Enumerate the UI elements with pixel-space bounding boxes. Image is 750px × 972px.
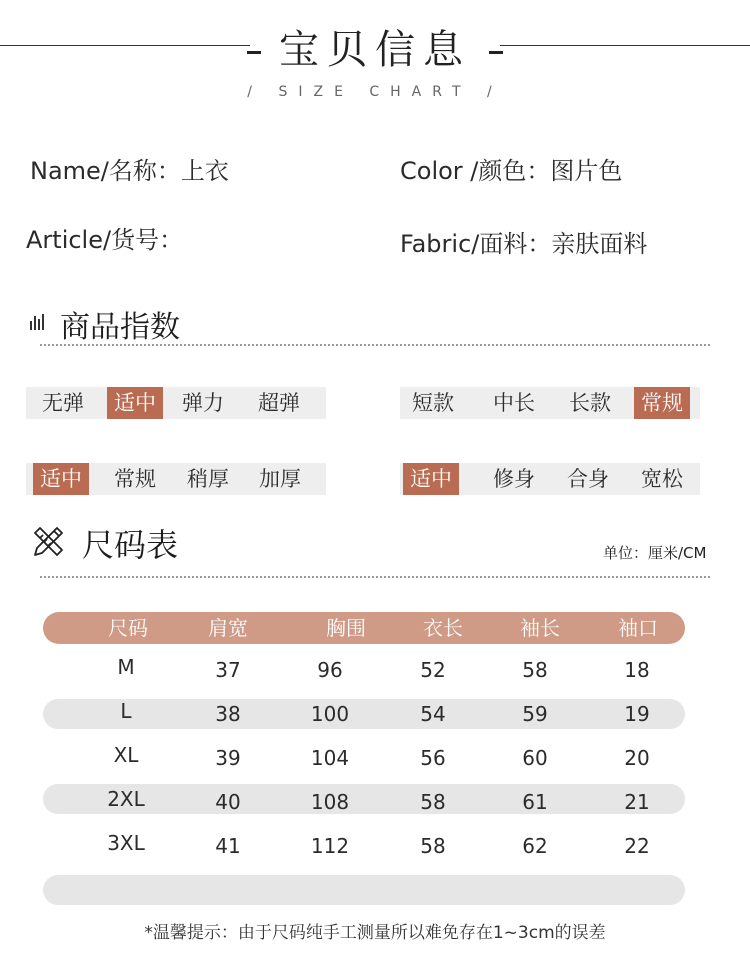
size-cell: 18 [624,658,650,682]
size-cell: 61 [522,790,548,814]
size-cell: 96 [317,658,343,682]
bar-chart-icon [30,314,46,330]
size-cell: 38 [215,702,241,726]
size-cell: 39 [215,746,241,770]
index-option: 无弹 [42,391,84,415]
size-cell: 19 [624,702,650,726]
index-option: 合身 [567,467,609,491]
index-option: 适中 [107,387,163,419]
ruler-pencil-icon [32,526,64,556]
info-fabric: Fabric/面料：亲肤面料 [400,230,648,258]
index-option: 加厚 [259,467,301,491]
size-cell: 21 [624,790,650,814]
index-section-title: 商品指数 [60,310,180,345]
size-cell: M [117,655,135,679]
size-cell: 2XL [107,787,145,811]
size-cell: 56 [420,746,446,770]
index-option: 修身 [493,467,535,491]
info-color: Color /颜色：图片色 [400,157,623,185]
size-divider [40,576,710,578]
size-col-header: 胸围 [326,616,366,640]
size-col-header: 尺码 [108,616,148,640]
index-group-thickness [26,463,326,495]
title-dash-left [247,51,261,54]
size-cell: L [120,699,132,723]
index-option: 中长 [493,391,535,415]
info-name: Name/名称：上衣 [30,157,229,185]
size-cell: 58 [420,834,446,858]
size-cell: 41 [215,834,241,858]
size-cell: 22 [624,834,650,858]
size-cell: 112 [310,834,350,858]
size-cell: 40 [215,790,241,814]
size-col-header: 袖口 [618,616,658,640]
size-cell: 20 [624,746,650,770]
index-group-length [400,387,700,419]
size-col-header: 肩宽 [208,616,248,640]
size-cell: 62 [522,834,548,858]
size-cell: 58 [522,658,548,682]
size-cell: 108 [310,790,350,814]
size-cell: 60 [522,746,548,770]
footnote: *温馨提示：由于尺码纯手工测量所以难免存在1~3cm的误差 [144,923,606,943]
info-article: Article/货号： [26,226,184,254]
size-cell: XL [113,743,139,767]
size-col-header: 袖长 [520,616,560,640]
size-cell: 54 [420,702,446,726]
index-option: 弹力 [182,391,224,415]
size-cell: 52 [420,658,446,682]
index-group-elasticity [26,387,326,419]
size-row-stripe [43,875,685,905]
page-title-text: 宝贝信息 [279,27,471,73]
index-option: 超弹 [258,391,300,415]
index-option: 长款 [569,391,611,415]
size-cell: 3XL [107,831,145,855]
size-cell: 37 [215,658,241,682]
index-group-fit [400,463,700,495]
index-divider [40,344,710,346]
index-option: 宽松 [641,467,683,491]
index-option: 短款 [412,391,454,415]
index-option: 常规 [634,387,690,419]
index-option: 适中 [403,463,459,495]
page-title [0,18,750,75]
index-option: 适中 [33,463,89,495]
index-option: 常规 [114,467,156,491]
size-section-title: 尺码表 [82,526,179,564]
size-cell: 59 [522,702,548,726]
size-cell: 104 [310,746,350,770]
title-dash-right [489,51,503,54]
size-cell: 58 [420,790,446,814]
unit-label: 单位：厘米/CM [603,544,707,562]
page-subtitle: / SIZE CHART / [247,84,503,100]
size-col-header: 衣长 [423,616,463,640]
index-option: 稍厚 [187,467,229,491]
size-cell: 100 [310,702,350,726]
